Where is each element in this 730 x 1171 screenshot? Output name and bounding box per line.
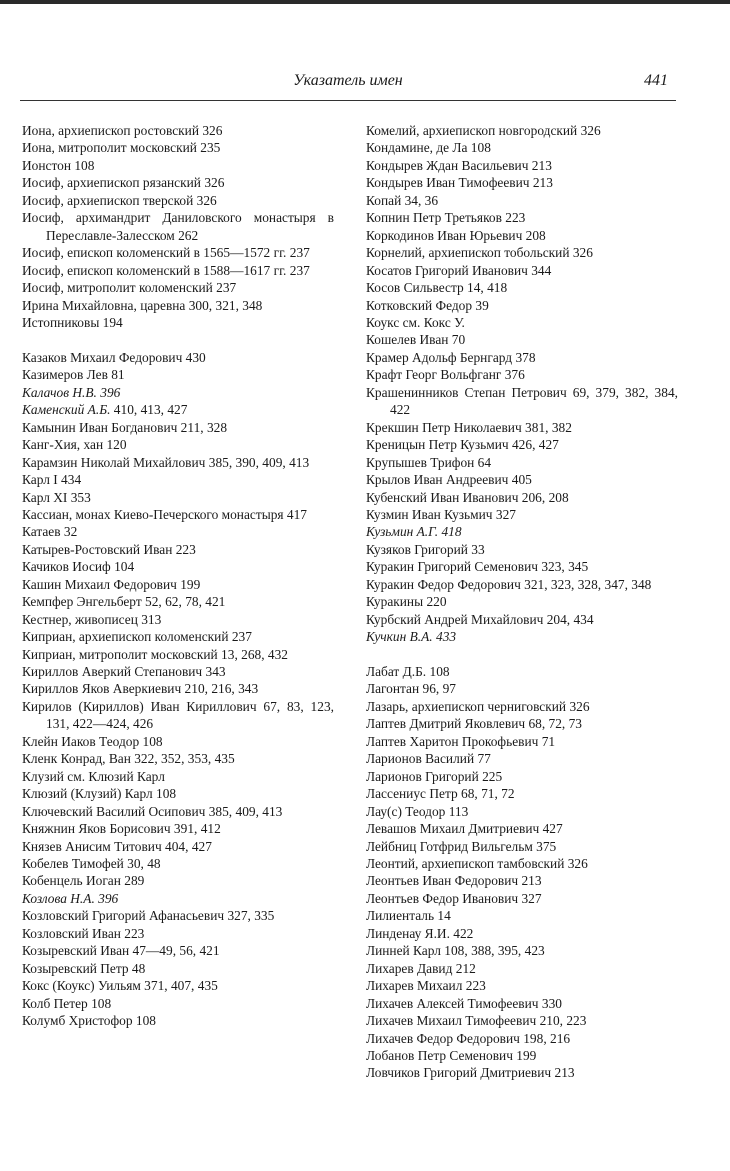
index-entry: Иона, архиепископ ростовский 326: [22, 123, 223, 138]
index-entry: Кошелев Иван 70: [366, 332, 466, 348]
index-column-left: [22, 122, 334, 1030]
index-entry: Лихачев Алексей Тимофеевич 330: [366, 995, 562, 1011]
index-entry: Комелий, архиепископ новгородский 326: [366, 123, 601, 138]
index-entry: Казимеров Лев 81: [22, 367, 125, 383]
index-entry: Колумб Христофор 108: [22, 1013, 156, 1029]
index-entry: Киприан, митрополит московский 13, 268, 432: [22, 646, 289, 662]
index-entry: Кузьмин А.Г. 418: [366, 524, 462, 540]
index-entry: Косатов Григорий Иванович 344: [366, 262, 552, 278]
index-entry: Катаев 32: [22, 524, 78, 540]
index-entry: Линней Карл 108, 388, 395, 423: [366, 943, 545, 959]
index-entry: Крупышев Трифон 64: [366, 454, 492, 470]
index-entry: Кленк Конрад, Ван 322, 352, 353, 435: [22, 751, 235, 767]
letter-section-gap: [22, 331, 334, 348]
index-entry: Козыревский Петр 48: [22, 960, 146, 976]
index-entry: Козловский Григорий Афанасьевич 327, 335: [22, 908, 275, 924]
index-entry: Клюзий (Клузий) Карл 108: [22, 786, 177, 802]
index-entry: Лейбниц Готфрид Вильгельм 375: [366, 838, 557, 854]
index-entry: Леонтьев Иван Федорович 213: [366, 873, 542, 889]
index-entry: Карл I 434: [22, 472, 82, 488]
index-column-right: [366, 122, 678, 1082]
index-entry: Кондамине, де Ла 108: [366, 140, 491, 156]
index-entry: Ионстон 108: [22, 157, 95, 173]
index-entry: Копай 34, 36: [366, 192, 439, 208]
index-entry: Крашенинников Степан Петрович 69, 379, 382, 384, 422: [366, 384, 678, 418]
letter-section-gap: [366, 646, 678, 663]
running-header: [20, 70, 676, 94]
index-entry: Лобанов Петр Семенович 199: [366, 1048, 537, 1063]
index-entry: Козыревский Иван 47—49, 56, 421: [22, 943, 220, 959]
index-entry: Котковский Федор 39: [366, 297, 489, 313]
index-entry: Лихарев Давид 212: [366, 960, 476, 976]
index-entry: Кириллов Аверкий Степанович 343: [22, 664, 226, 680]
index-entry: Коркодинов Иван Юрьевич 208: [366, 227, 546, 243]
index-entry: Ирина Михайловна, царевна 300, 321, 348: [22, 297, 263, 313]
index-entry: Карамзин Николай Михайлович 385, 390, 409, 413: [22, 454, 310, 470]
index-entry: Леонтий, архиепископ тамбовский 326: [366, 856, 588, 872]
index-entry: Левашов Михаил Дмитриевич 427: [366, 821, 563, 837]
index-entry: Лихарев Михаил 223: [366, 978, 486, 994]
index-entry: Лабат Д.Б. 108: [366, 664, 450, 680]
index-entry: Кондырев Иван Тимофеевич 213: [366, 175, 553, 191]
index-entry: Кубенский Иван Иванович 206, 208: [366, 489, 569, 505]
index-entry: Колб Петер 108: [22, 995, 112, 1011]
index-entry: Лагонтан 96, 97: [366, 681, 456, 697]
index-entry: Иосиф, архиепископ рязанский 326: [22, 175, 225, 191]
index-entry: Кузмин Иван Кузьмич 327: [366, 506, 516, 522]
index-entry: Лассениус Петр 68, 71, 72: [366, 786, 515, 802]
index-entry: Казаков Михаил Федорович 430: [22, 349, 206, 365]
index-entry: Кокс (Коукс) Уильям 371, 407, 435: [22, 978, 218, 994]
index-entry: Лилиенталь 14: [366, 908, 451, 924]
index-entry: Карл XI 353: [22, 489, 91, 505]
index-entry: Канг-Хия, хан 120: [22, 437, 127, 453]
index-entry: Линденау Я.И. 422: [366, 925, 474, 941]
index-entry: Лаптев Харитон Прокофьевич 71: [366, 733, 556, 749]
index-entry: Иосиф, архиепископ тверской 326: [22, 192, 217, 208]
index-entry: Куракин Федор Федорович 321, 323, 328, 347, 348: [366, 576, 652, 592]
index-entry: Ларионов Григорий 225: [366, 768, 503, 784]
index-entry: Каменский А.Б. 410, 413, 427: [22, 402, 188, 418]
index-entry: Козловский Иван 223: [22, 925, 145, 941]
index-entry: Клейн Иаков Теодор 108: [22, 733, 163, 749]
index-entry: Иона, митрополит московский 235: [22, 140, 221, 156]
index-entry: Лау(с) Теодор 113: [366, 803, 469, 819]
index-entry: Кондырев Ждан Васильевич 213: [366, 157, 552, 173]
index-entry: Качиков Иосиф 104: [22, 559, 135, 575]
index-entry: Кобенцель Иоган 289: [22, 873, 145, 889]
index-entry: Коукс см. Кокс У.: [366, 314, 465, 330]
index-entry: Леонтьев Федор Иванович 327: [366, 890, 542, 906]
index-entry: Крафт Георг Вольфганг 376: [366, 367, 525, 383]
index-entry: Корнелий, архиепископ тобольский 326: [366, 245, 593, 261]
index-entry: Кузяков Григорий 33: [366, 541, 485, 557]
index-entry: Кирилов (Кириллов) Иван Кириллович 67, 83, 123, 131, 422—424, 426: [22, 698, 334, 732]
index-entry: Клузий см. Клюзий Карл: [22, 768, 165, 784]
index-entry: Кобелев Тимофей 30, 48: [22, 856, 161, 872]
index-entry: Куракины 220: [366, 594, 447, 610]
header-divider: [20, 100, 676, 101]
running-title: Указатель имен: [293, 72, 403, 89]
index-entry: Иосиф, епископ коломенский в 1565—1572 гг. 237: [22, 245, 310, 261]
index-entry: Киприан, архиепископ коломенский 237: [22, 629, 252, 645]
index-entry: Курбский Андрей Михайлович 204, 434: [366, 611, 594, 627]
page-number: 441: [644, 72, 668, 89]
index-entry: Иосиф, архимандрит Даниловского монастыря в Переславле-Залесском 262: [22, 210, 334, 243]
index-entry: Лаптев Дмитрий Яковлевич 68, 72, 73: [366, 716, 583, 732]
index-entry: Кириллов Яков Аверкиевич 210, 216, 343: [22, 681, 259, 697]
index-entry: Кучкин В.А. 433: [366, 629, 457, 645]
index-entry: Иосиф, епископ коломенский в 1588—1617 гг. 237: [22, 262, 310, 278]
index-entry: Ловчиков Григорий Дмитриевич 213: [366, 1065, 575, 1081]
index-entry: Ларионов Василий 77: [366, 751, 491, 767]
index-entry: Крамер Адольф Бернгард 378: [366, 349, 536, 365]
index-entry: Крекшин Петр Николаевич 381, 382: [366, 419, 572, 435]
index-entry: Лихачев Федор Федорович 198, 216: [366, 1030, 571, 1046]
index-entry: Катырев-Ростовский Иван 223: [22, 541, 196, 557]
top-border: [0, 0, 730, 4]
index-entry: Косов Сильвестр 14, 418: [366, 280, 508, 296]
index-entry: Кассиан, монах Киево-Печерского монастыря 417: [22, 506, 307, 522]
index-entry: Иосиф, митрополит коломенский 237: [22, 280, 237, 296]
index-entry: Лазарь, архиепископ черниговский 326: [366, 698, 590, 714]
index-entry: Крылов Иван Андреевич 405: [366, 472, 532, 488]
index-entry: Кашин Михаил Федорович 199: [22, 576, 201, 592]
index-entry: Лихачев Михаил Тимофеевич 210, 223: [366, 1013, 587, 1029]
index-entry: Истопниковы 194: [22, 314, 123, 330]
index-entry: Кестнер, живописец 313: [22, 611, 162, 627]
index-entry: Козлова Н.А. 396: [22, 890, 119, 906]
index-entry: Князев Анисим Титович 404, 427: [22, 838, 212, 854]
index-entry: Копнин Петр Третьяков 223: [366, 210, 526, 226]
index-entry: Креницын Петр Кузьмич 426, 427: [366, 437, 559, 453]
index-entry: Куракин Григорий Семенович 323, 345: [366, 559, 589, 575]
index-entry: Камынин Иван Богданович 211, 328: [22, 419, 228, 435]
index-entry: Ключевский Василий Осипович 385, 409, 413: [22, 803, 283, 819]
index-entry: Калачов Н.В. 396: [22, 384, 121, 400]
index-entry: Княжнин Яков Борисович 391, 412: [22, 821, 221, 837]
index-entry: Кемпфер Энгельберт 52, 62, 78, 421: [22, 594, 226, 610]
